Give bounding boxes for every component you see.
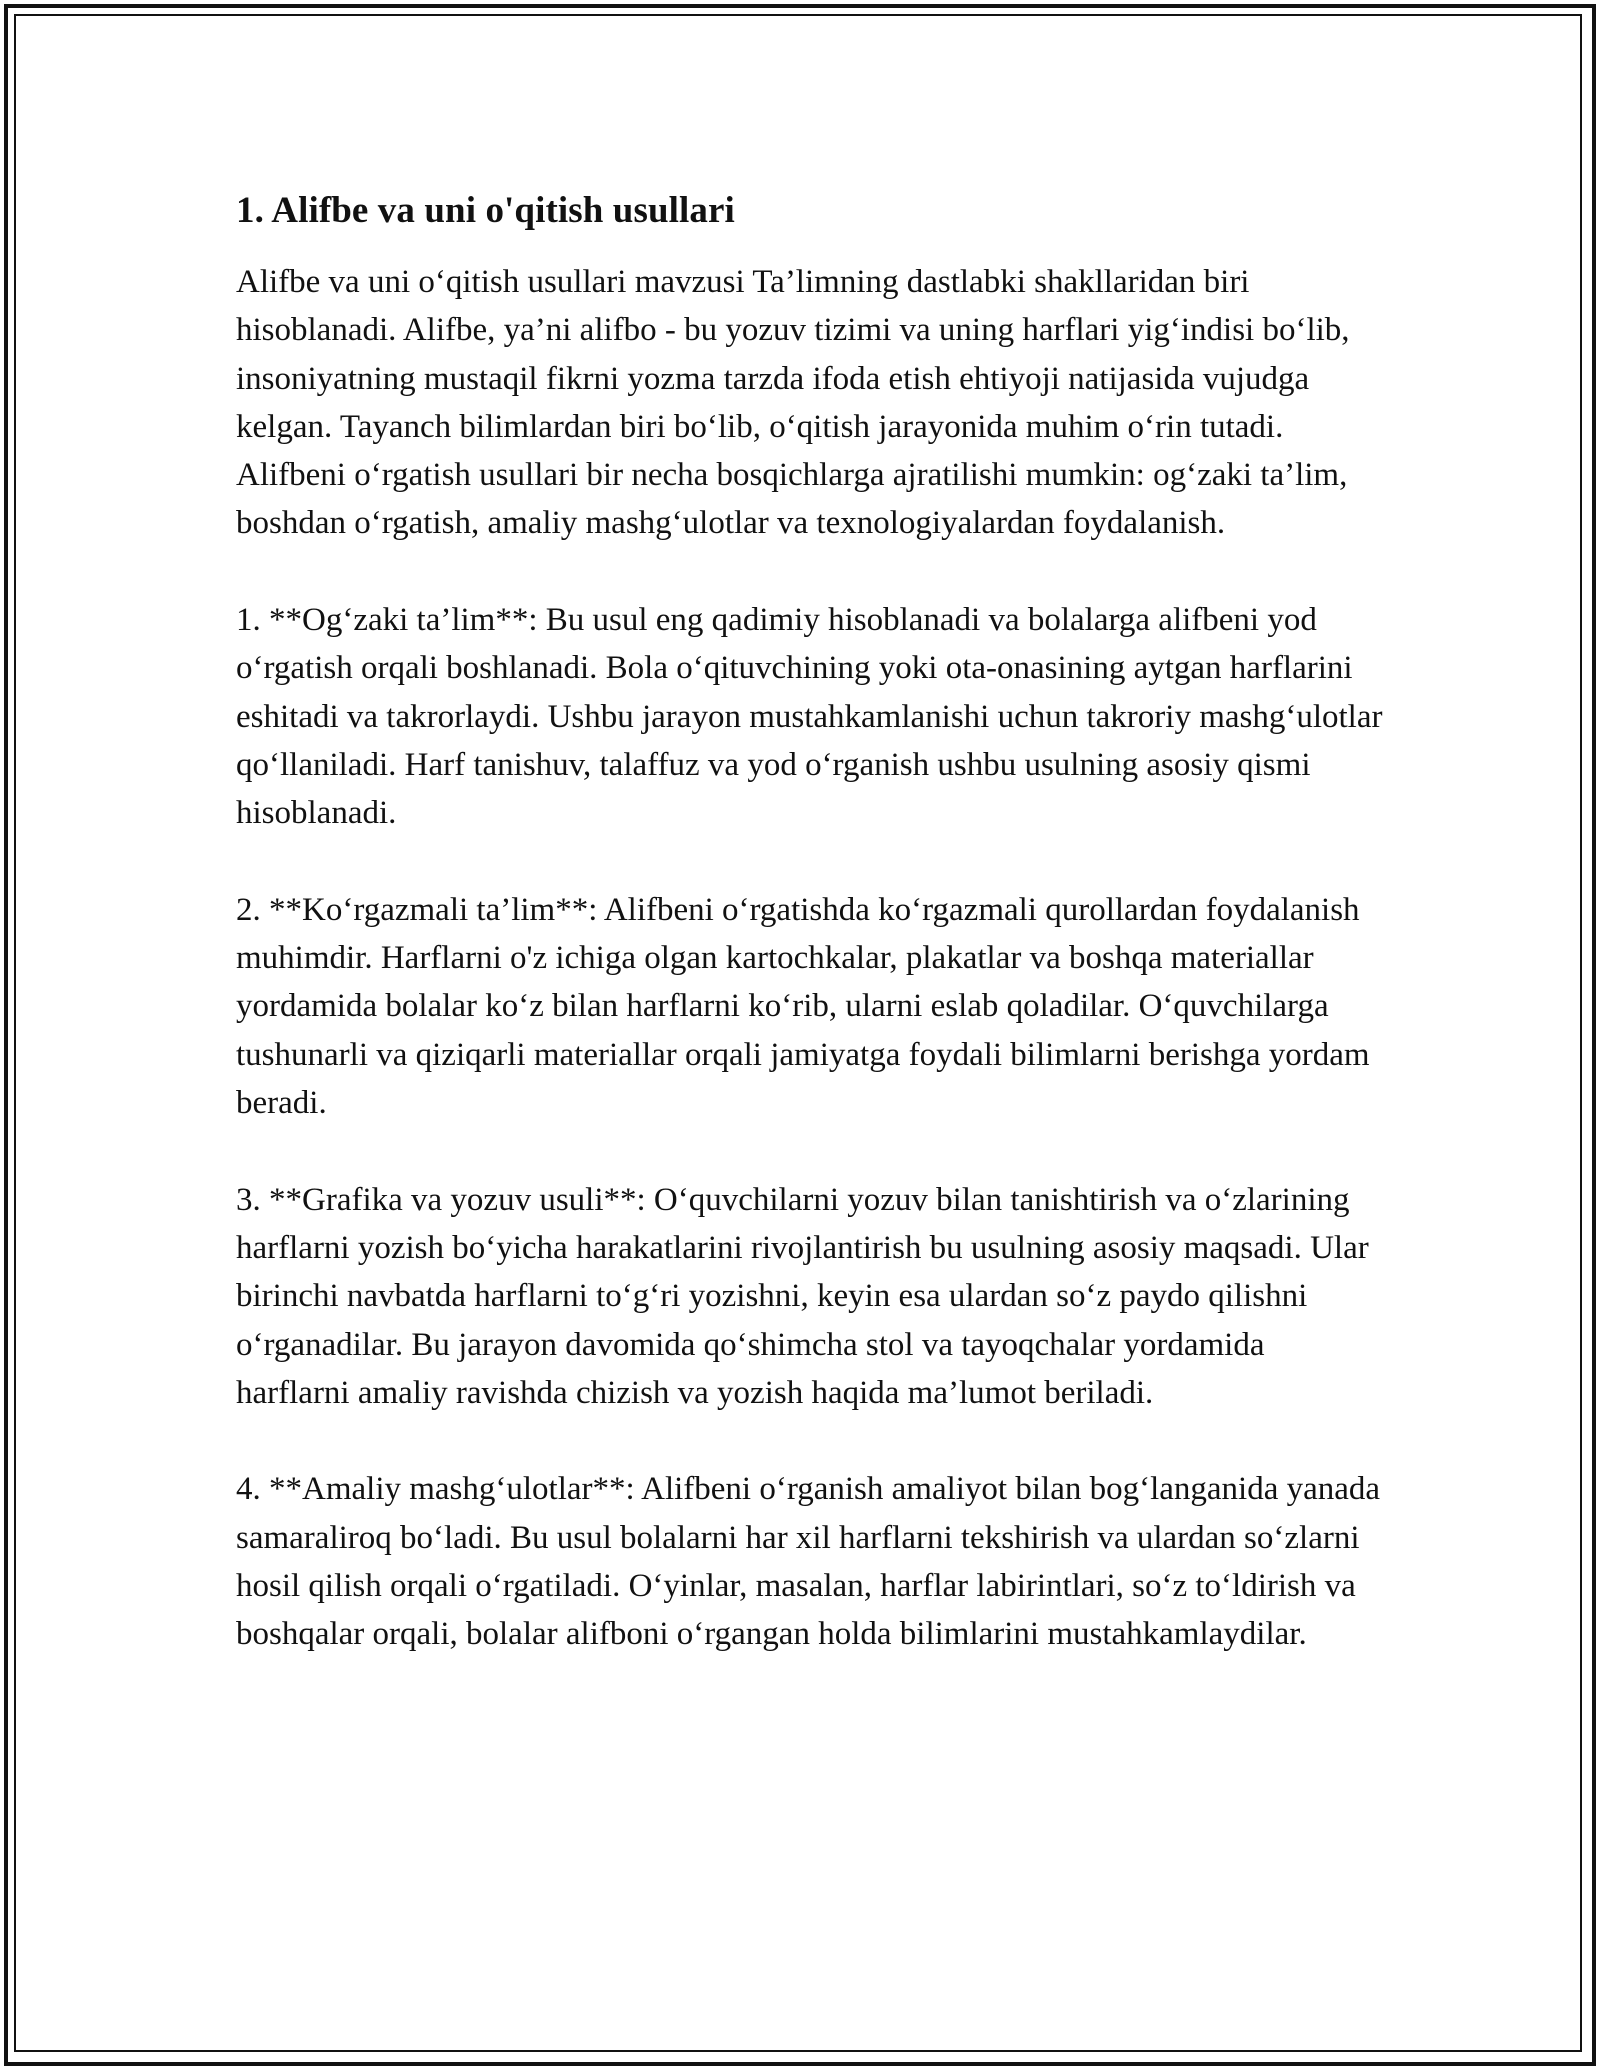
document-body (236, 186, 1386, 1707)
paragraph-visual-teaching: 2. **Ko‘rgazmali ta’lim**: Alifbeni o‘rgatishda ko‘rgazmali qurollardan foydalanish muhimdir. Harflarni o'z ichiga olgan kartochkalar, plakatlar va boshqa materiallar yordamida bolalar ko‘z bilan harflarni ko‘rib, ularni eslab qoladilar. O‘quvchilarga tushunarli va qiziqarli materiallar orqali jamiyatga foydali bilimlarni berishga yordam beradi. (236, 891, 1370, 1122)
document-title: 1. Alifbe va uni o'qitish usullari (236, 190, 735, 231)
paragraph-oral-teaching: 1. **Og‘zaki ta’lim**: Bu usul eng qadimiy hisoblanadi va bolalarga alifbeni yod o‘rgatish orqali boshlanadi. Bola o‘qituvchining yoki ota-onasining aytgan harflarini eshitadi va takrorlaydi. Ushbu jarayon mustahkamlanishi uchun takroriy mashg‘ulotlar qo‘llaniladi. Harf tanishuv, talaffuz va yod o‘rganish ushbu usulning asosiy qismi hisoblanadi. (236, 602, 1383, 832)
paragraph-practical-exercises: 4. **Amaliy mashg‘ulotlar**: Alifbeni o‘rganish amaliyot bilan bog‘langanida yanada samaraliroq bo‘ladi. Bu usul bolalarni har xil harflarni tekshirish va ulardan so‘zlarni hosil qilish orqali o‘rgatiladi. O‘yinlar, masalan, harflar labirintlari, so‘z to‘ldirish va boshqalar orqali, bolalar alifboni o‘rgangan holda bilimlarini mustahkamlaydilar. (236, 1471, 1381, 1653)
paragraph-graphics-writing: 3. **Grafika va yozuv usuli**: O‘quvchilarni yozuv bilan tanishtirish va o‘zlarining harflarni yozish bo‘yicha harakatlarini rivojlantirish bu usulning asosiy maqsadi. Ular birinchi navbatda harflarni to‘g‘ri yozishni, keyin esa ulardan so‘z paydo qilishni o‘rganadilar. Bu jarayon davomida qo‘shimcha stol va tayoqchalar yordamida harflarni amaliy ravishda chizish va yozish haqida ma’lumot beriladi. (236, 1181, 1369, 1411)
intro-paragraph: Alifbe va uni o‘qitish usullari mavzusi Ta’limning dastlabki shakllaridan biri hisoblanadi. Alifbe, ya’ni alifbo - bu yozuv tizimi va uning harflari yig‘indisi bo‘lib, insoniyatning mustaqil fikrni yozma tarzda ifoda etish ehtiyoji natijasida vujudga kelgan. Tayanch bilimlardan biri bo‘lib, o‘qitish jarayonida muhim o‘rin tutadi. Alifbeni o‘rgatish usullari bir necha bosqichlarga ajratilishi mumkin: og‘zaki ta’lim, boshdan o‘rgatish, amaliy mashg‘ulotlar va texnologiyalardan foydalanish. (236, 264, 1350, 542)
